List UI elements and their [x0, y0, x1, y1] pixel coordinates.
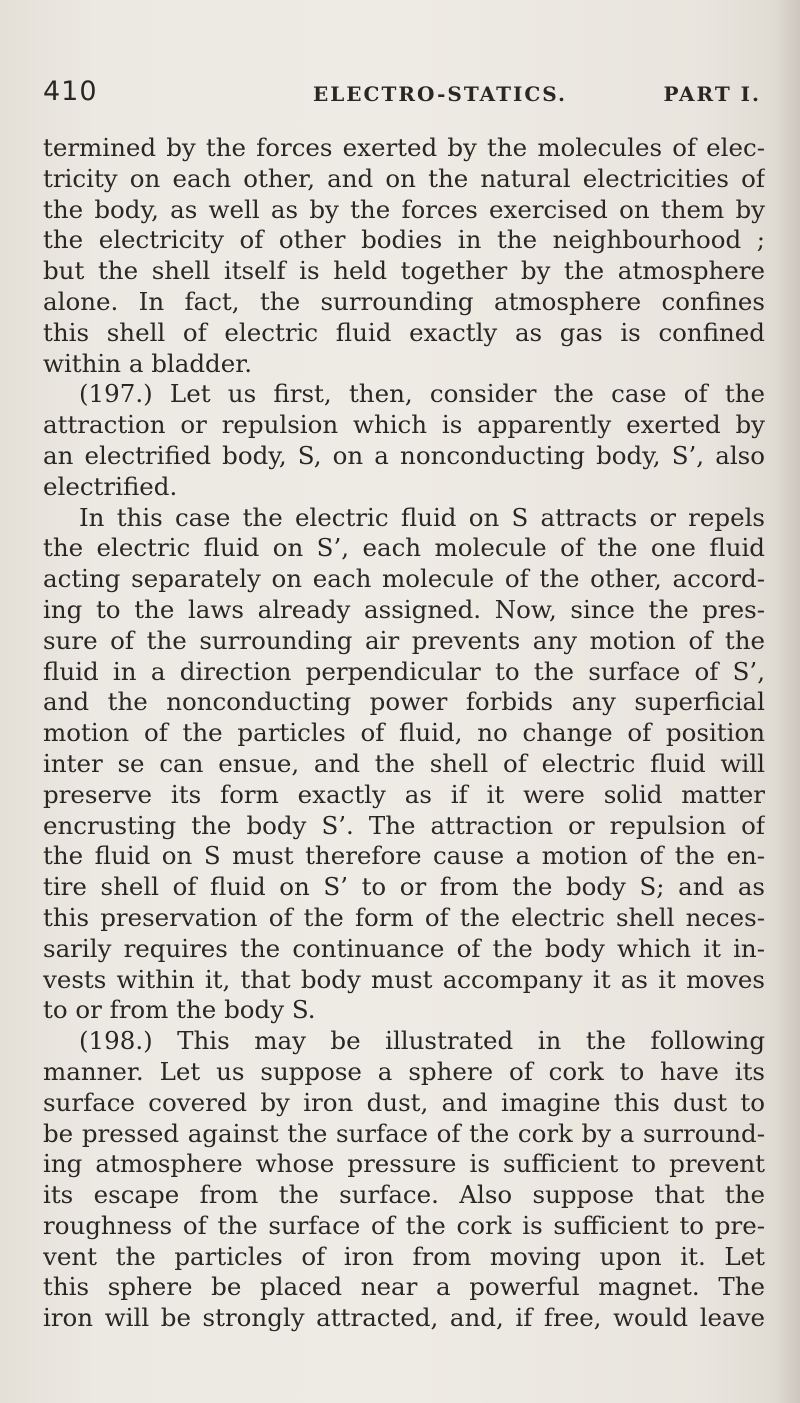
text-line: preserve its form exactly as if it were solid matter: [43, 779, 765, 809]
text-line: sarily requires the continuance of the body which it in-: [43, 933, 765, 963]
text-line: and the nonconducting power forbids any superficial: [43, 687, 765, 717]
text-line: ing atmosphere whose pressure is sufficient to prevent: [43, 1149, 765, 1179]
text-line: alone. In fact, the surrounding atmosphere confines: [43, 286, 765, 316]
paragraph-start-198: (198.) This may be illustrated in the following: [79, 1026, 765, 1056]
text-line: this sphere be placed near a powerful magnet. The: [43, 1272, 765, 1302]
text-line: this shell of electric fluid exactly as gas is confined: [43, 317, 765, 347]
text-line: its escape from the surface. Also suppose that the: [43, 1180, 765, 1210]
text-line: the body, as well as by the forces exercised on them by: [43, 194, 765, 224]
paragraph-start-197: (197.) Let us first, then, consider the case of the: [79, 379, 765, 409]
body-text: [43, 133, 765, 1334]
text-line: vests within it, that body must accompany it as it moves: [43, 964, 765, 994]
text-line: the electric fluid on S’, each molecule of the one fluid: [43, 533, 765, 563]
text-line: iron will be strongly attracted, and, if free, would leave: [43, 1303, 765, 1333]
text-line: tricity on each other, and on the natural electricities of: [43, 163, 765, 193]
page-edge-shadow: [774, 0, 800, 1403]
paragraph-start: In this case the electric fluid on S attracts or repels: [79, 502, 765, 532]
text-line: attraction or repulsion which is apparently exerted by: [43, 410, 765, 440]
page-number: 410: [43, 76, 98, 107]
text-line: sure of the surrounding air prevents any motion of the: [43, 625, 765, 655]
running-title: ELECTRO-STATICS.: [313, 82, 567, 106]
text-line: within a bladder.: [43, 348, 253, 378]
text-line: motion of the particles of fluid, no change of position: [43, 718, 765, 748]
text-line: this preservation of the form of the electric shell neces-: [43, 902, 765, 932]
text-line: surface covered by iron dust, and imagine this dust to: [43, 1087, 765, 1117]
text-line: inter se can ensue, and the shell of electric fluid will: [43, 748, 765, 778]
text-line: but the shell itself is held together by the atmosphere: [43, 256, 765, 286]
text-line: termined by the forces exerted by the molecules of elec-: [43, 133, 765, 162]
text-line: tire shell of fluid on S’ to or from the body S; and as: [43, 872, 765, 902]
text-line: vent the particles of iron from moving upon it. Let: [43, 1241, 765, 1271]
text-line: manner. Let us suppose a sphere of cork to have its: [43, 1056, 765, 1086]
text-line: fluid in a direction perpendicular to the surface of S’,: [43, 656, 765, 686]
text-line: encrusting the body S’. The attraction or repulsion of: [43, 810, 765, 840]
running-header: [43, 76, 761, 116]
text-line: acting separately on each molecule of the other, accord-: [43, 564, 765, 594]
text-line: ing to the laws already assigned. Now, since the pres-: [43, 594, 765, 624]
text-line: electrified.: [43, 471, 178, 501]
text-line: to or from the body S.: [43, 995, 316, 1025]
text-line: roughness of the surface of the cork is sufficient to pre-: [43, 1210, 765, 1240]
text-line: be pressed against the surface of the cork by a surround-: [43, 1118, 765, 1148]
part-label: PART I.: [663, 82, 761, 106]
text-line: the electricity of other bodies in the neighbourhood ;: [43, 225, 765, 255]
text-line: the fluid on S must therefore cause a motion of the en-: [43, 841, 765, 871]
text-line: an electrified body, S, on a nonconducting body, S’, also: [43, 440, 765, 470]
